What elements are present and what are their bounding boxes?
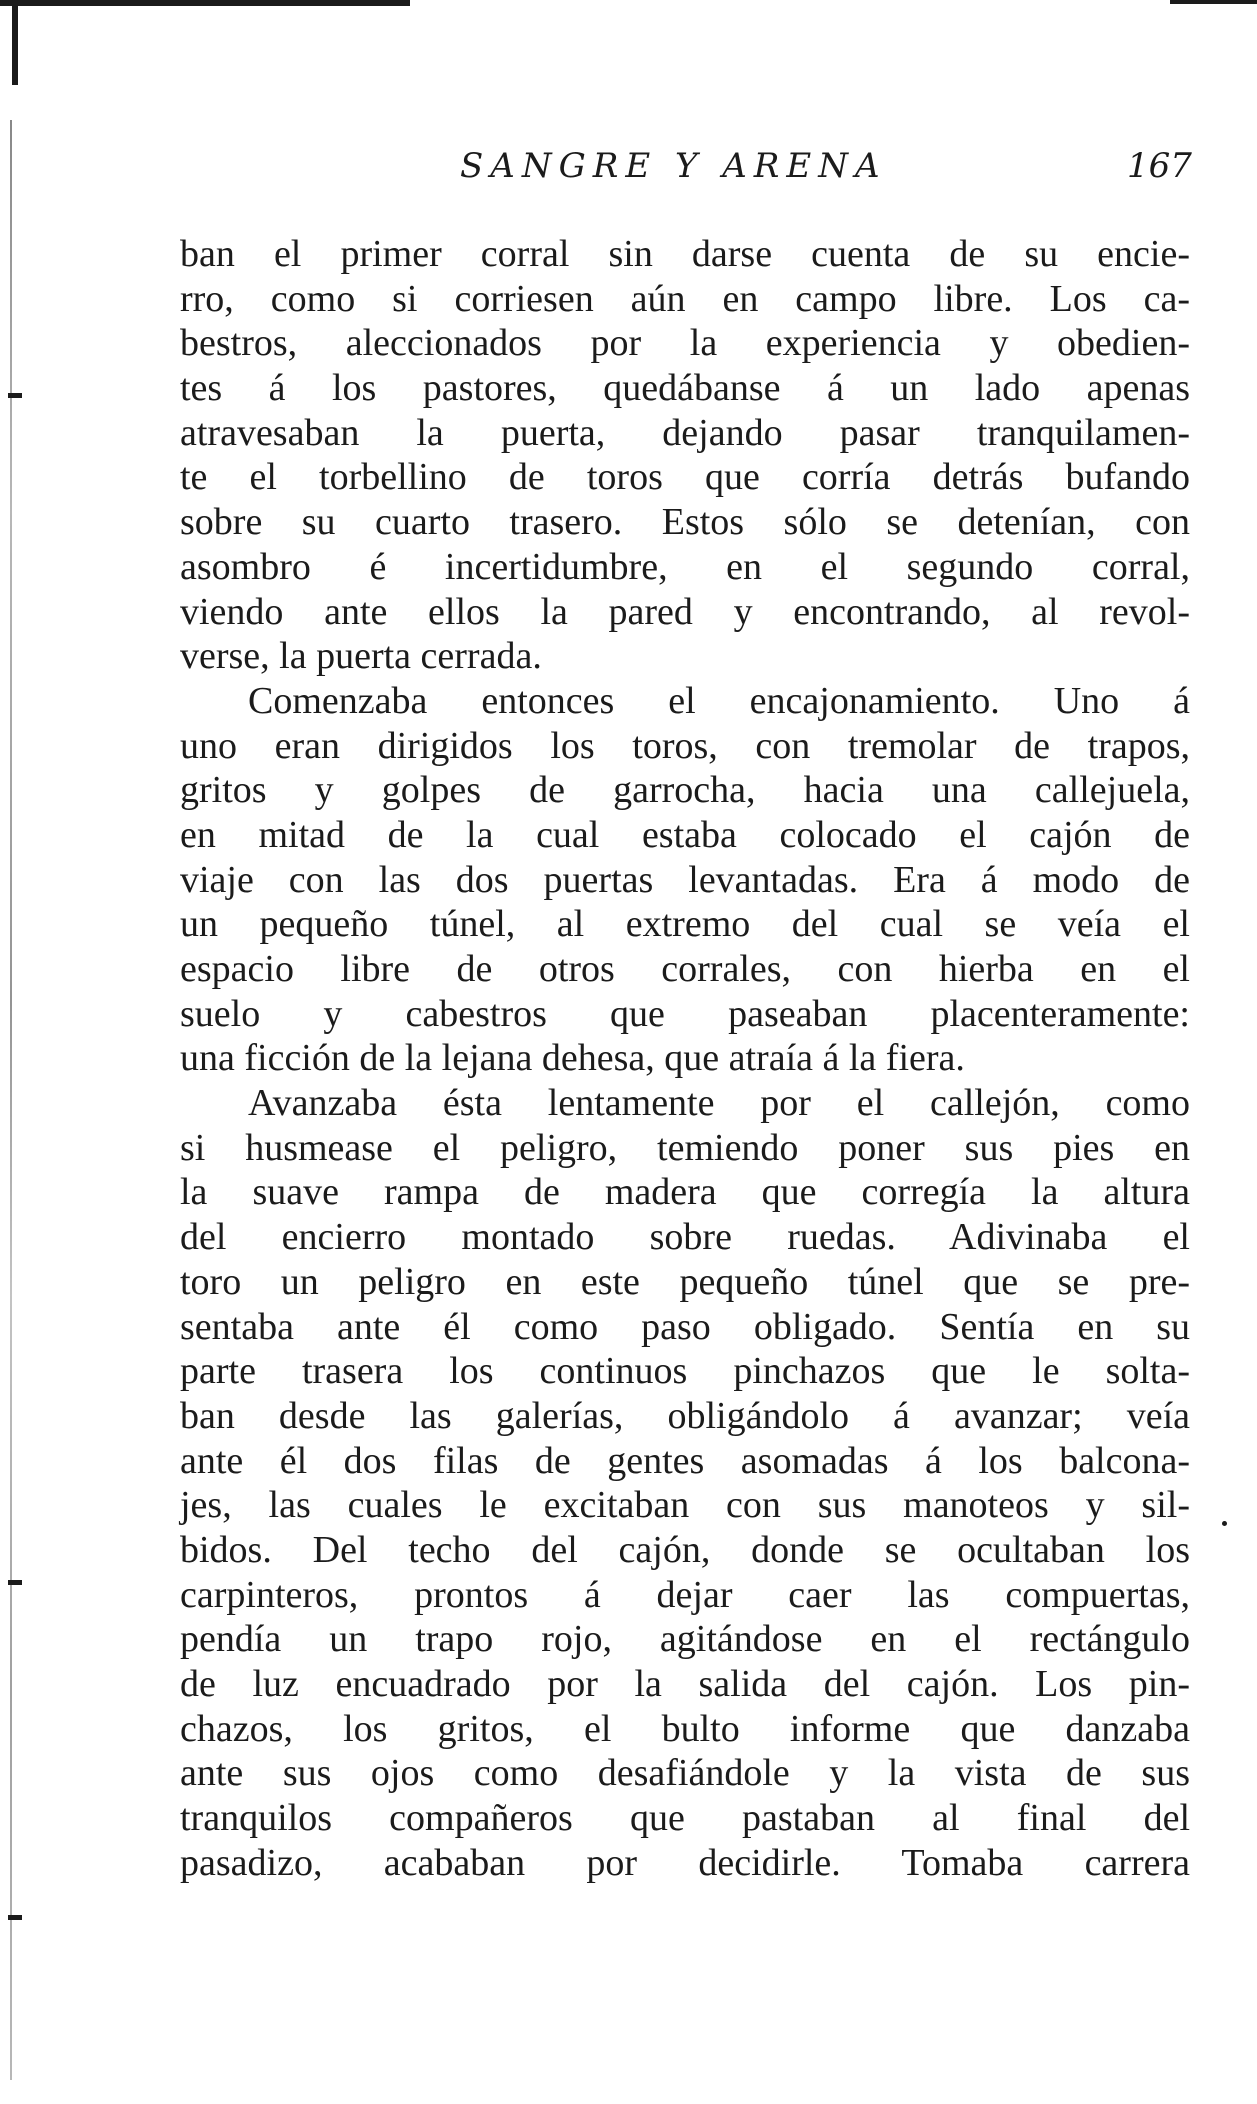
text-line: rro, como si corriesen aún en campo libre. Los ca- xyxy=(180,277,1190,320)
text-line: carpinteros, prontos á dejar caer las compuertas, xyxy=(180,1573,1190,1616)
text-line: ban el primer corral sin darse cuenta de su encie- xyxy=(180,233,1190,275)
text-line: si husmease el peligro, temiendo poner sus pies en xyxy=(180,1126,1190,1169)
text-line: pendía un trapo rojo, agitándose en el rectángulo xyxy=(180,1618,1190,1661)
scan-edge-tick xyxy=(8,1915,22,1920)
scan-page-edge xyxy=(10,120,12,2080)
text-line: suelo y cabestros que paseaban placenteramente: xyxy=(180,992,1190,1035)
text-line: en mitad de la cual estaba colocado el cajón de xyxy=(180,813,1190,856)
text-line: tes á los pastores, quedábanse á un lado apenas xyxy=(180,367,1190,410)
text-line: la suave rampa de madera que corregía la altura xyxy=(180,1171,1190,1214)
running-title: SANGRE Y ARENA xyxy=(460,146,887,186)
scan-top-rule-right xyxy=(1170,0,1257,4)
text-line: gritos y golpes de garrocha, hacia una callejuela, xyxy=(180,769,1190,812)
scan-top-rule xyxy=(0,0,410,6)
text-line: te el torbellino de toros que corría detrás bufando xyxy=(180,456,1190,499)
text-line: sentaba ante él como paso obligado. Sentía en su xyxy=(180,1305,1190,1348)
body-text xyxy=(180,232,1190,1885)
text-line: espacio libre de otros corrales, con hierba en el xyxy=(180,948,1190,990)
text-line: viendo ante ellos la pared y encontrando, al revol- xyxy=(180,590,1190,633)
text-line: sobre su cuarto trasero. Estos sólo se detenían, con xyxy=(180,501,1190,544)
scan-edge-tick xyxy=(8,393,22,398)
text-line: atravesaban la puerta, dejando pasar tranquilamen- xyxy=(180,411,1190,454)
text-line: toro un peligro en este pequeño túnel que se pre- xyxy=(180,1260,1190,1303)
text-line: chazos, los gritos, el bulto informe que danzaba xyxy=(180,1707,1190,1750)
text-line: asombro é incertidumbre, en el segundo corral, xyxy=(180,545,1190,588)
text-line: una ficción de la lejana dehesa, que atraía á la fiera. xyxy=(180,1037,965,1080)
scan-corner-mark xyxy=(12,0,18,85)
text-line: jes, las cuales le excitaban con sus manoteos y sil- xyxy=(180,1484,1190,1527)
text-line: de luz encuadrado por la salida del cajón. Los pin- xyxy=(180,1663,1190,1705)
scan-edge-tick xyxy=(8,1580,22,1585)
text-line: tranquilos compañeros que pastaban al final del xyxy=(180,1797,1190,1840)
text-line: Comenzaba entonces el encajonamiento. Uno á xyxy=(248,679,1190,722)
page-number: 167 xyxy=(1127,146,1192,186)
text-line: ban desde las galerías, obligándolo á avanzar; veía xyxy=(180,1394,1190,1437)
text-line: verse, la puerta cerrada. xyxy=(180,635,542,678)
text-line: ante sus ojos como desafiándole y la vista de sus xyxy=(180,1752,1190,1795)
text-line: un pequeño túnel, al extremo del cual se veía el xyxy=(180,903,1190,946)
text-line: bestros, aleccionados por la experiencia y obedien- xyxy=(180,322,1190,365)
text-line: del encierro montado sobre ruedas. Adivinaba el xyxy=(180,1216,1190,1259)
text-line: ante él dos filas de gentes asomadas á los balcona- xyxy=(180,1439,1190,1482)
scan-stray-dot xyxy=(1222,1521,1227,1526)
text-line: Avanzaba ésta lentamente por el callejón, como xyxy=(248,1082,1190,1125)
text-line: parte trasera los continuos pinchazos que le solta- xyxy=(180,1350,1190,1393)
text-line: viaje con las dos puertas levantadas. Era á modo de xyxy=(180,858,1190,901)
text-line: uno eran dirigidos los toros, con tremolar de trapos, xyxy=(180,724,1190,767)
text-line: pasadizo, acababan por decidirle. Tomaba carrera xyxy=(180,1841,1190,1884)
text-line: bidos. Del techo del cajón, donde se ocultaban los xyxy=(180,1528,1190,1571)
